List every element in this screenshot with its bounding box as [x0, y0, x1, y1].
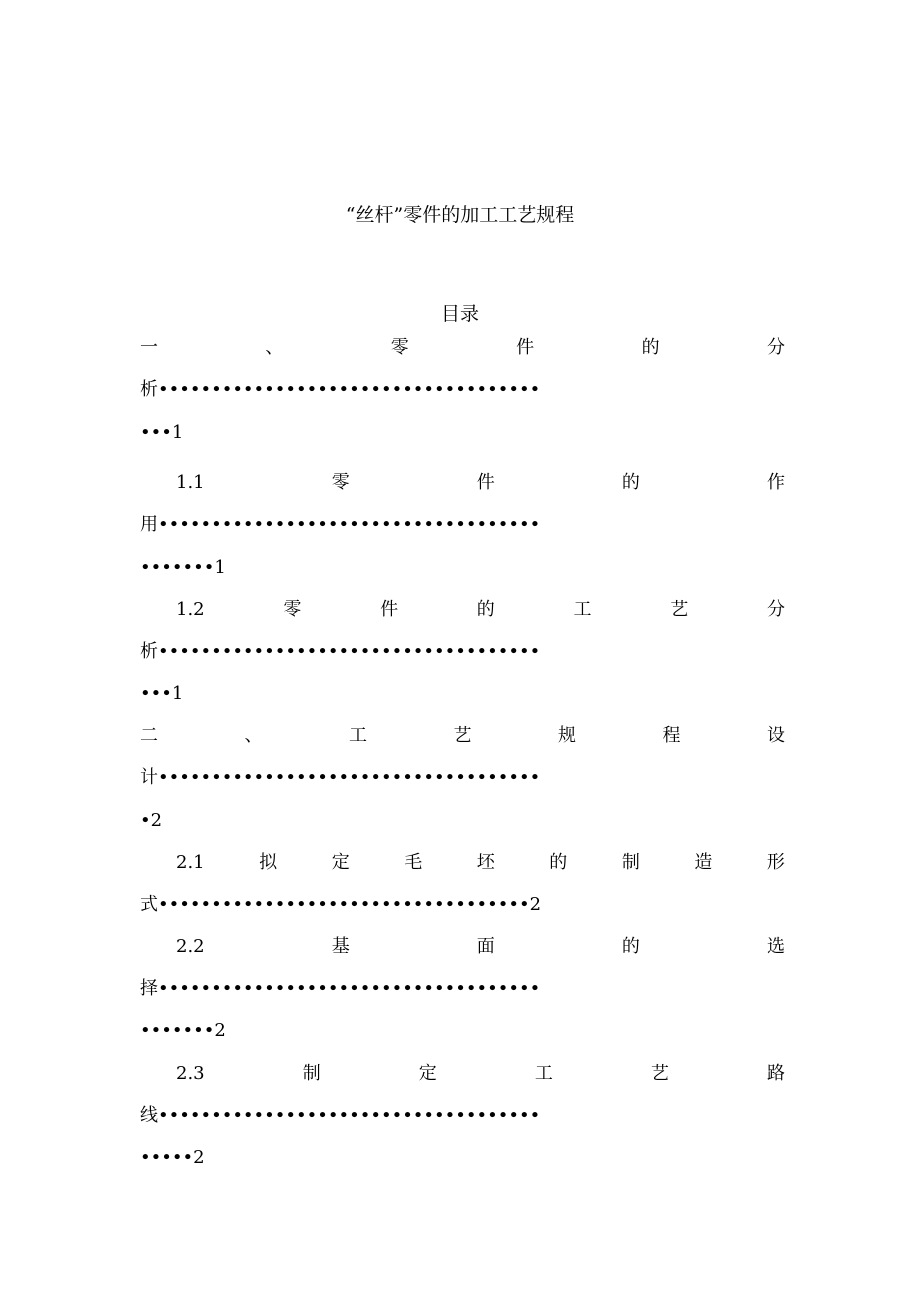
- toc-char: 的: [641, 337, 660, 358]
- toc-entry-6-leader: 择••••••••••••••••••••••••••••••••••••: [140, 978, 541, 999]
- toc-char: 作: [766, 472, 785, 493]
- toc-char: 分: [766, 337, 785, 358]
- toc-char: 的: [476, 599, 495, 620]
- toc-char: 的: [621, 472, 640, 493]
- toc-entry-1-page: •••1: [140, 422, 184, 443]
- toc-char: 、: [265, 337, 284, 358]
- toc-char: 造: [694, 852, 713, 873]
- toc-entry-7-heading: [176, 1061, 785, 1087]
- toc-char: 艺: [453, 725, 472, 746]
- toc-char: 分: [766, 599, 785, 620]
- toc-char: 、: [244, 725, 263, 746]
- toc-char: 制: [302, 1063, 321, 1084]
- toc-entry-7-leader: 线••••••••••••••••••••••••••••••••••••: [140, 1105, 541, 1126]
- toc-heading: 目录: [440, 303, 479, 325]
- toc-entry-2-leader: 用••••••••••••••••••••••••••••••••••••: [140, 514, 541, 535]
- toc-char: 件: [380, 599, 399, 620]
- toc-char: 零: [331, 472, 350, 493]
- toc-char: 的: [621, 936, 640, 957]
- toc-char: 形: [766, 852, 785, 873]
- toc-char: 坯: [476, 852, 495, 873]
- toc-entry-2-page: •••••••1: [140, 557, 226, 578]
- toc-entry-4-page: •2: [140, 810, 163, 831]
- toc-entry-6-heading: [176, 934, 785, 960]
- toc-char: 基: [331, 936, 350, 957]
- toc-entry-6-page: •••••••2: [140, 1020, 226, 1041]
- toc-entry-4-heading: [140, 723, 785, 749]
- toc-entry-4-leader: 计••••••••••••••••••••••••••••••••••••: [140, 767, 541, 788]
- toc-entry-5-leader: 式•••••••••••••••••••••••••••••••••••2: [140, 894, 542, 915]
- toc-char: 程: [662, 725, 681, 746]
- toc-char: 2.3: [176, 1063, 205, 1084]
- toc-char: 一: [140, 337, 158, 358]
- toc-char: 零: [283, 599, 302, 620]
- toc-char: 件: [476, 472, 495, 493]
- toc-entry-3-leader: 析••••••••••••••••••••••••••••••••••••: [140, 641, 541, 662]
- toc-char: 路: [766, 1063, 785, 1084]
- toc-char: 艺: [650, 1063, 669, 1084]
- toc-char: 工: [534, 1063, 553, 1084]
- toc-char: 件: [516, 337, 535, 358]
- toc-char: 1.2: [176, 599, 205, 620]
- toc-char: 二: [140, 725, 158, 746]
- toc-entry-3-heading: [176, 597, 785, 623]
- toc-char: 毛: [404, 852, 423, 873]
- toc-char: 2.1: [176, 852, 205, 873]
- toc-entry-3-page: •••1: [140, 683, 184, 704]
- toc-char: 工: [349, 725, 367, 746]
- toc-entry-5-heading: [176, 850, 785, 876]
- toc-char: 定: [331, 852, 350, 873]
- toc-char: 面: [476, 936, 495, 957]
- toc-entry-1-leader: 析••••••••••••••••••••••••••••••••••••: [140, 379, 541, 400]
- toc-entry-7-page: •••••2: [140, 1147, 205, 1168]
- toc-char: 制: [621, 852, 640, 873]
- toc-char: 艺: [670, 599, 689, 620]
- toc-char: 拟: [259, 852, 278, 873]
- toc-entry-1-heading: [140, 335, 785, 361]
- toc-char: 定: [418, 1063, 437, 1084]
- document-title: “丝杆”零件的加工工艺规程: [345, 204, 575, 226]
- toc-entry-2-heading: [176, 470, 785, 496]
- toc-char: 零: [390, 337, 409, 358]
- toc-char: 工: [573, 599, 592, 620]
- toc-char: 选: [766, 936, 785, 957]
- toc-char: 设: [767, 725, 785, 746]
- toc-char: 2.2: [176, 936, 205, 957]
- toc-char: 规: [558, 725, 576, 746]
- toc-char: 1.1: [176, 472, 205, 493]
- toc-char: 的: [549, 852, 568, 873]
